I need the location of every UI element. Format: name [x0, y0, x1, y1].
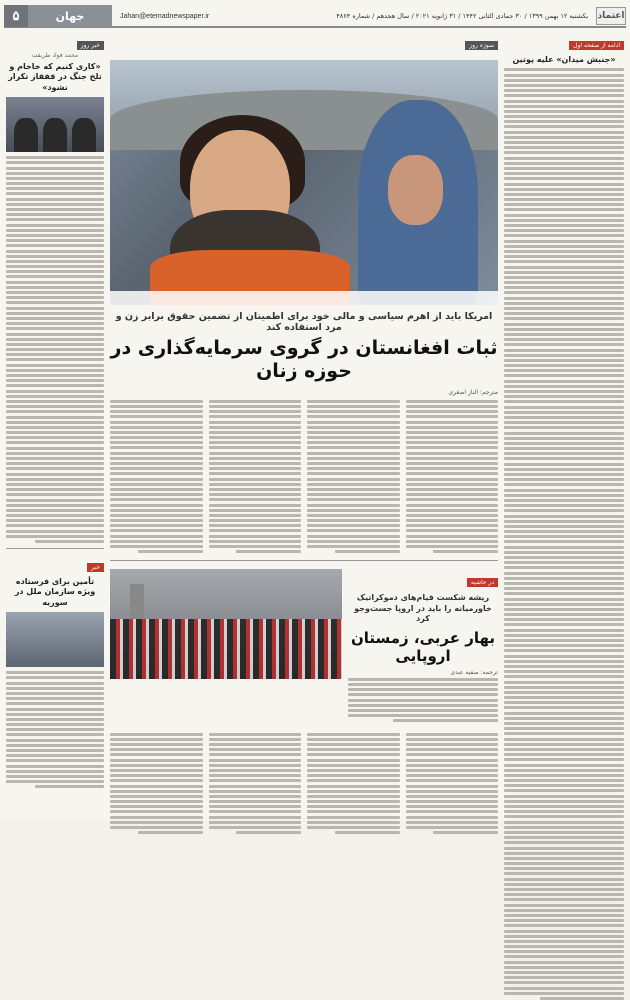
main-column — [110, 32, 498, 814]
left-title-2: تأمین برای فرستاده ویژه سازمان ملل در سوریه — [14, 577, 96, 607]
right-title: «جنبش میدان» علیه پوتین — [512, 55, 616, 64]
second-kicker: در حاشیه — [467, 578, 498, 587]
second-headline: بهار عربی، زمستان اروپایی — [350, 628, 496, 665]
main-body-columns — [110, 398, 498, 556]
main-body-col-4 — [110, 398, 203, 556]
main-story-photo — [110, 60, 498, 305]
page-header — [4, 6, 626, 28]
main-subheadline: امریکا باید از اهرم سیاسی و مالی خود برای اطمینان از تضمین حقوق برابر زن و مرد استفاده کند — [115, 311, 493, 333]
second-story-photo — [110, 569, 342, 679]
right-column — [504, 32, 624, 814]
main-body-col-1 — [406, 398, 499, 556]
left-title-1: «کاری کنیم که خاخام و تلخ جنگ در قفقاز تکرار نشود» — [8, 62, 102, 92]
section-tab: جهان — [28, 5, 112, 27]
main-body-col-2 — [307, 398, 400, 556]
second-body-columns — [110, 730, 498, 836]
left-photo-2 — [6, 612, 104, 667]
section-email[interactable]: Jahan@etemadnewspaper.ir — [120, 12, 210, 20]
left-kicker-1: خبر روز — [77, 41, 104, 50]
newspaper-logo: اعتماد — [596, 7, 626, 25]
right-kicker: ادامه از صفحه اول — [569, 41, 624, 50]
left-photo-1 — [6, 97, 104, 152]
left-column — [6, 32, 104, 814]
main-author: مترجم: الناز اصغری — [448, 388, 498, 396]
second-story-text — [348, 569, 498, 724]
right-body-text — [504, 68, 624, 1000]
main-headline: ثبات افغانستان در گروی سرمایه‌گذاری در حوزه زنان — [110, 337, 498, 382]
left-author-1: محمد فواد طریقت — [31, 52, 79, 59]
second-story — [110, 569, 498, 724]
dateline: یکشنبه ۱۲ بهمن ۱۳۹۹ / ۳۰ جمادی الثانی ۱۴۴۲ / ۳۱ ژانویه ۲۰۲۱ / سال هجدهم / شماره ۴۸۶۴ — [336, 12, 588, 20]
page-number: ۵ — [4, 5, 28, 27]
left-kicker-2: خبر — [87, 563, 104, 572]
story-divider — [110, 560, 498, 561]
second-subheadline: ریشه شکست قیام‌های دموکراتیک خاورمیانه را باید در اروپا جست‌وجو کرد — [354, 593, 492, 624]
second-author: ترجمه: صفیه عبدی — [450, 668, 498, 676]
main-body-col-3 — [209, 398, 302, 556]
left-body-2 — [6, 671, 104, 788]
main-kicker: سوژه روز — [465, 41, 498, 50]
left-body-1 — [6, 156, 104, 543]
